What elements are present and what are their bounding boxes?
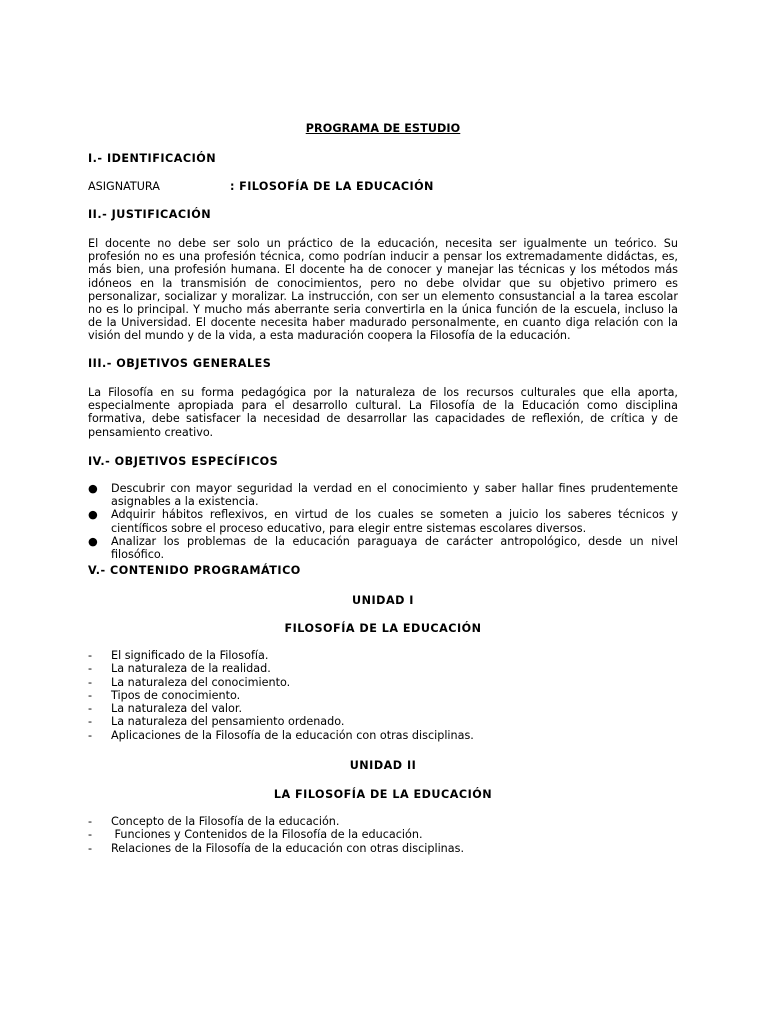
section-heading-objetivos-generales: III.- OBJETIVOS GENERALES — [88, 357, 272, 370]
list-item: - Funciones y Contenidos de la Filosofía de la educación. — [88, 828, 423, 842]
list-item: - Relaciones de la Filosofía de la educación con otras disciplinas. — [88, 841, 465, 855]
list-item: - La naturaleza del pensamiento ordenado. — [88, 715, 345, 729]
section-heading-identificacion: I.- IDENTIFICACIÓN — [88, 152, 217, 165]
list-item: - La naturaleza del conocimiento. — [88, 675, 291, 689]
section-heading-justificacion: II.- JUSTIFICACIÓN — [88, 208, 212, 221]
list-item: ● Analizar los problemas de la educación paraguaya de carácter antropológico, desde un nivel filosófico. — [88, 534, 678, 562]
list-item: ● Descubrir con mayor seguridad la verdad en el conocimiento y saber hallar fines prudentemente asignables a la existencia. — [88, 482, 678, 509]
subject-label: ASIGNATURA — [88, 180, 160, 193]
section-heading-contenido: V.- CONTENIDO PROGRAMÁTICO — [88, 564, 301, 577]
list-item: - Tipos de conocimiento. — [88, 688, 241, 702]
bullet-icon: ● — [88, 482, 98, 495]
page-title: PROGRAMA DE ESTUDIO — [305, 122, 461, 135]
section-heading-objetivos-especificos: IV.- OBJETIVOS ESPECÍFICOS — [88, 455, 279, 468]
unit-1-topics — [88, 649, 678, 742]
subject-value: : FILOSOFÍA DE LA EDUCACIÓN — [230, 180, 434, 193]
bullet-icon: ● — [88, 508, 98, 522]
objetivos-especificos-list — [88, 482, 678, 561]
unit-2-topics — [88, 815, 678, 855]
list-item: - Concepto de la Filosofía de la educación. — [88, 815, 340, 828]
list-item: - El significado de la Filosofía. — [88, 649, 269, 662]
unit-2-title: LA FILOSOFÍA DE LA EDUCACIÓN — [273, 788, 493, 801]
list-item: - La naturaleza del valor. — [88, 702, 243, 716]
list-item: - Aplicaciones de la Filosofía de la educación con otras disciplinas. — [88, 728, 474, 742]
unit-2-label: UNIDAD II — [349, 759, 417, 772]
bullet-icon: ● — [88, 534, 98, 548]
subject-row — [88, 180, 678, 193]
list-item: - La naturaleza de la realidad. — [88, 662, 271, 676]
unit-1-label: UNIDAD I — [352, 594, 414, 607]
list-item: ● Adquirir hábitos reflexivos, en virtud de los cuales se someten a juicio los saberes técnicos y científicos sobre el proceso educativo, para elegir entre sistemas escolares diversos. — [88, 508, 678, 535]
unit-1-title: FILOSOFÍA DE LA EDUCACIÓN — [284, 622, 482, 635]
justificacion-paragraph: El docente no debe ser solo un práctico de la educación, necesita ser igualmente un teórico. Su profesión no es una profesión técnica, como podrían inducir a pensar los extremadamente didáctas, es, más bien, una profesión humana. El docente ha de conocer y manejar las técnicas y los métodos más idóneos en la transmisión de conocimientos, pero no debe olvidar que su objetivo primero es personalizar, socializar y moralizar. La instrucción, con ser un elemento consustancial a la tarea escolar no es lo principal. Y mucho más aberrante seria convertirla en la única función de la escuela, incluso la de la Universidad. El docente necesita haber madurado personalmente, en cuanto diga relación con la visión del mundo y de la vida, a esta maduración coopera la Filosofía de la educación. — [88, 237, 678, 343]
objetivos-generales-paragraph: La Filosofía en su forma pedagógica por la naturaleza de los recursos culturales que ella aporta, especialmente apropiada para el desarrollo cultural. La Filosofía de la Educación como disciplina formativa, debe satisfacer la necesidad de desarrollar las capacidades de reflexión, de crítica y de pensamiento creativo. — [88, 386, 678, 439]
